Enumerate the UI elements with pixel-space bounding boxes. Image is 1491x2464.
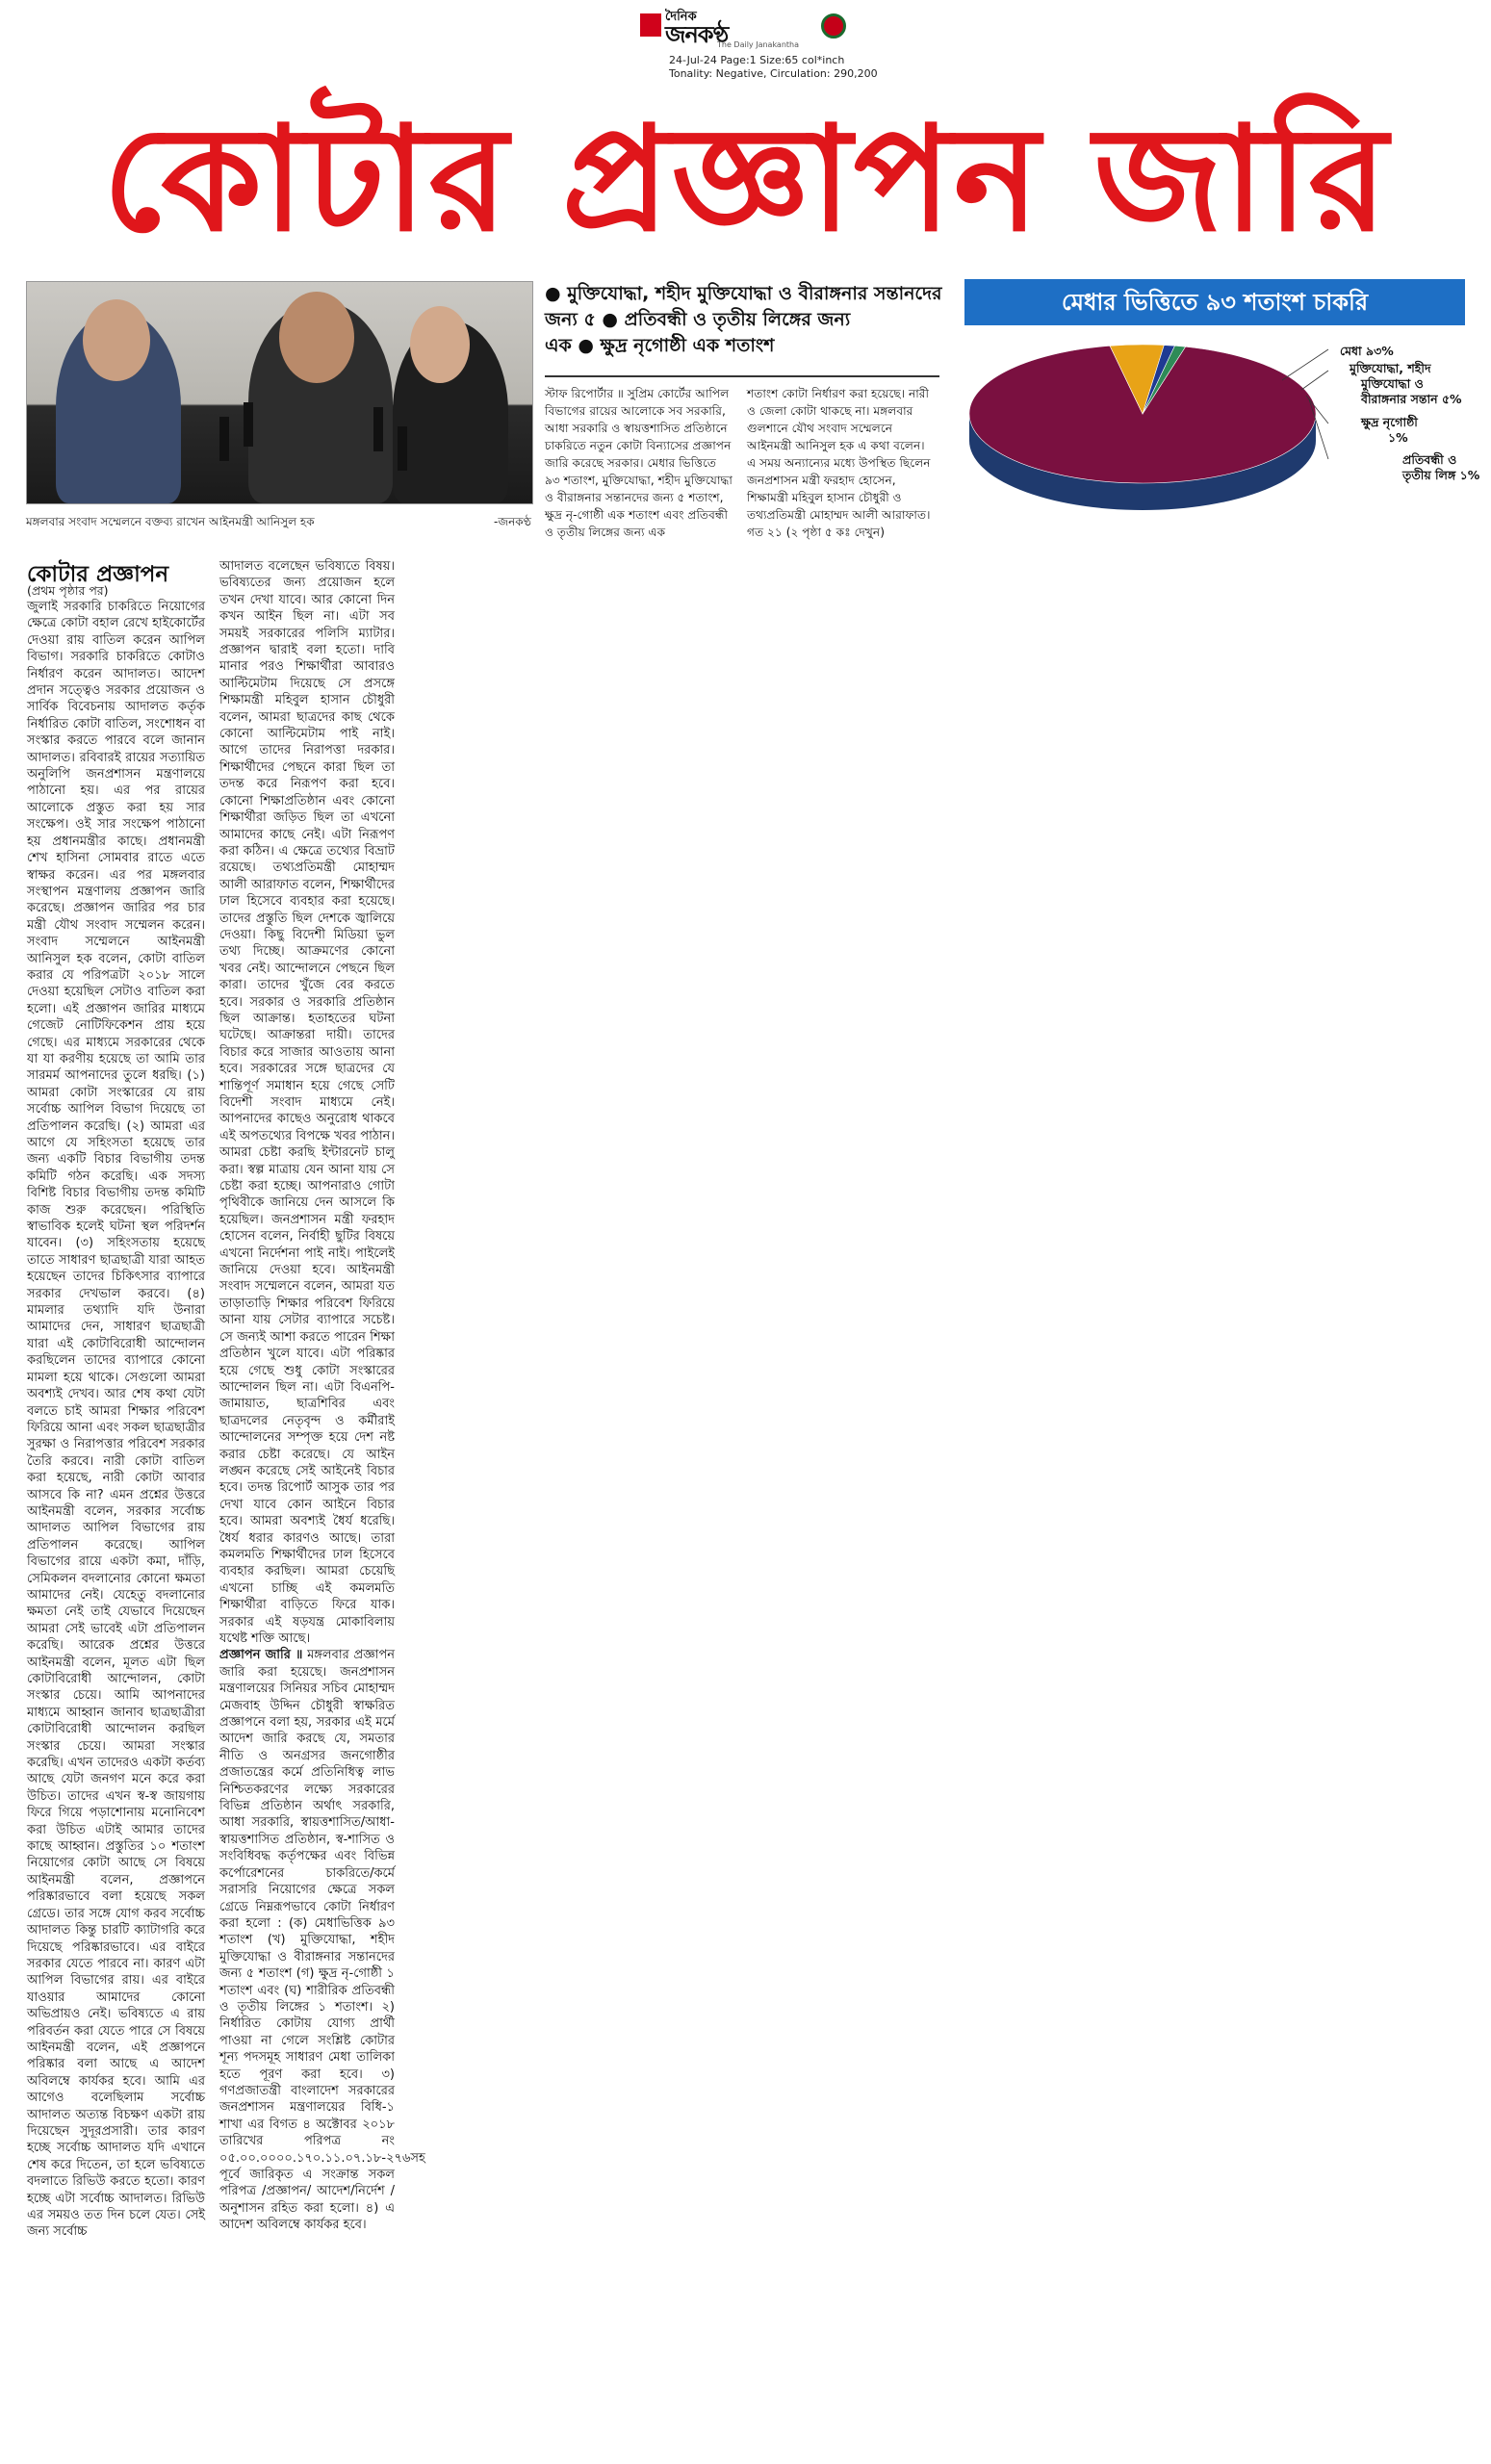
lead-story	[545, 375, 939, 546]
section-text: মঙ্গলবার প্রজ্ঞাপন জারি করা হয়েছে। জনপ্রশাসন মন্ত্রণালয়ের সিনিয়র সচিব মোহাম্মদ মেজবাহ উদ্দিন চৌধুরী স্বাক্ষরিত প্রজ্ঞাপনে বলা হয়, সরকার এই মর্মে আদেশ জারি করছে যে, সমতার নীতি ও অনগ্রসর জনগোষ্ঠীর প্রজাতন্ত্রের কর্মে প্রতিনিধিত্ব লাভ নিশ্চিতকরণের লক্ষ্যে সরকারের বিভিন্ন প্রতিষ্ঠান অর্থাৎ সরকারি, আধা সরকারি, স্বায়ত্তশাসিত/আধা-স্বায়ত্তশাসিত প্রতিষ্ঠান, স্ব-শাসিত ও সংবিধিবদ্ধ কর্তৃপক্ষের এবং বিভিন্ন কর্পোরেশনের চাকরিতে/কর্মে সরাসরি নিয়োগের ক্ষেত্রে সকল গ্রেডে নিম্নরূপভাবে কোটা নির্ধারণ করা হলো : (ক) মেধাভিত্তিক ৯৩ শতাংশ (খ) মুক্তিযোদ্ধা, শহীদ মুক্তিযোদ্ধা ও বীরাঙ্গনার সন্তানদের জন্য ৫ শতাংশ (গ) ক্ষুদ্র নৃ-গোষ্ঠী ১ শতাংশ এবং (ঘ) শারীরিক প্রতিবন্ধী ও তৃতীয় লিঙ্গের ১ শতাংশ। ২) নির্ধারিত কোটায় যোগ্য প্রার্থী পাওয়া না গেলে সংশ্লিষ্ট কোটার শূন্য পদসমূহ সাধারণ মেধা তালিকা হতে পূরণ করা হবে। ৩) গণপ্রজাতন্ত্রী বাংলাদেশ সরকারের জনপ্রশাসন মন্ত্রণালয়ের বিধি-১ শাখা এর বিগত ৪ অক্টোবর ২০১৮ তারিখের পরিপত্র নং ০৫.০০.০০০০.১৭০.১১.০৭.১৮-২৭৬সহ পূর্বে জারিকৃত এ সংক্রান্ত সকল পরিপত্র /প্রজ্ঞাপন/ আদেশ/নির্দেশ /অনুশাসন রহিত করা হলো। ৪) এ আদেশ অবিলম্বে কার্যকর হবে।	[219, 1648, 425, 2233]
photo-credit: -জনকণ্ঠ	[494, 515, 531, 528]
logo-sun-icon	[821, 13, 846, 38]
subheadlines	[545, 281, 942, 359]
chart-title-banner: মেধার ভিত্তিতে ৯৩ শতাংশ চাকরি	[964, 279, 1465, 325]
subheadline: এক ● ক্ষুদ্র নৃগোষ্ঠী এক শতাংশ	[545, 335, 775, 356]
person-left-head	[83, 299, 150, 381]
pie-label-freedom-fighter-3: বীরাঙ্গনার সন্তান ৫%	[1361, 392, 1462, 406]
clip-info-line1: 24-Jul-24 Page:1 Size:65 col*inch	[669, 54, 845, 66]
microphone-icon	[244, 402, 253, 447]
article-column-2-section	[219, 1647, 425, 2233]
pie-leader-line	[1301, 371, 1328, 390]
subheadline: জন্য ৫ ● প্রতিবন্ধী ও তৃতীয় লিঙ্গের জন্য	[545, 309, 851, 330]
section-lead: প্রজ্ঞাপন জারি ॥	[219, 1648, 303, 1663]
article-column-1-text: জুলাই সরকারি চাকরিতে নিয়োগের ক্ষেত্রে কোটা বহাল রেখে হাইকোর্টের দেওয়া রায় বাতিল করেন আপিল বিভাগ। সরকারি চাকরিতে কোটাও নির্ধারণ করেন আদালত। আদেশ প্রদান সত্ত্বেও সরকার প্রয়োজন ও সার্বিক বিবেচনায় আদালত কর্তৃক নির্ধারিত কোটা বাতিল, সংশোধন বা সংস্কার করতে পারবে বলে জানান আদালত। রবিবারই রায়ের সত্যায়িত অনুলিপি জনপ্রশাসন মন্ত্রণালয়ে পাঠানো হয়। এর পর রায়ের আলোকে প্রস্তুত করা হয় সার সংক্ষেপ। ওই সার সংক্ষেপ পাঠানো হয় প্রধানমন্ত্রীর কাছে। প্রধানমন্ত্রী শেখ হাসিনা সোমবার রাতে এতে স্বাক্ষর করেন। এর পর মঙ্গলবার সংস্থাপন মন্ত্রণালয় প্রজ্ঞাপন জারি করেছে। প্রজ্ঞাপন জারির পর চার মন্ত্রী যৌথ সংবাদ সম্মেলন করেন। সংবাদ সম্মেলনে আইনমন্ত্রী আনিসুল হক বলেন, কোটা বাতিল করার যে পরিপত্রটা ২০১৮ সালে দেওয়া হয়েছিল সেটাও বাতিল করা হলো। এই প্রজ্ঞাপন জারির মাধ্যমে গেজেট নোটিফিকেশন প্রায় হয়ে গেছে। এর মাধ্যমে সরকারের থেকে যা যা করণীয় হয়েছে তা আমি তার সারমর্ম আপনাদের তুলে ধরছি। (১) আমরা কোটা সংস্কারের যে রায় সর্বোচ্চ আপিল বিভাগ দিয়েছে তা প্রতিপালন করেছি। (২) আমরা এর আগে যে সহিংসতা হয়েছে তার জন্য একটি বিচার বিভাগীয় তদন্ত কমিটি গঠন করেছি। এক সদস্য বিশিষ্ট বিচার বিভাগীয় তদন্ত কমিটি কাজ শুরু করেছেন। পরিস্থিতি স্বাভাবিক হলেই ঘটনা স্থল পরিদর্শন যাবেন। (৩) সহিংসতায় হয়েছে তাতে সাধারণ ছাত্রছাত্রী যারা আহত হয়েছেন তাদের চিকিৎসার ব্যাপারে সরকার দেখভাল করবে। (৪) মামলার তথ্যাদি যদি উনারা আমাদের দেন, সাধারণ ছাত্রছাত্রী যারা এই কোটাবিরোধী আন্দোলন করছিলেন তাদের ব্যাপারে কোনো মামলা হয়ে থাকে। সেগুলো আমরা অবশ্যই দেখব। আর শেষ কথা যেটা বলতে চাই আমরা শিক্ষার পরিবেশ ফিরিয়ে আনা এবং সকল ছাত্রছাত্রীর সুরক্ষা ও নিরাপত্তার পরিবেশ সরকার তৈরি করবে। নারী কোটা বাতিল করা হয়েছে, নারী কোটা আবার আসবে কি না? এমন প্রশ্নের উত্তরে আইনমন্ত্রী বলেন, সরকার সর্বোচ্চ আদালত আপিল বিভাগের রায় প্রতিপালন করেছে। আপিল বিভাগের রায়ে একটা কমা, দাঁড়ি, সেমিকলন বদলানোর কোনো ক্ষমতা আমাদের নেই। যেহেতু বদলানোর ক্ষমতা নেই তাই যেভাবে দিয়েছেন আমরা সেই ভাবেই এটা প্রতিপালন করেছি। আরেক প্রশ্নের উত্তরে আইনমন্ত্রী বলেন, মূলত এটা ছিল কোটাবিরোধী আন্দোলন, কোটা সংস্কার চেয়ে। আমি আপনাদের মাধ্যমে আহ্বান জানাব ছাত্রছাত্রীরা কোটাবিরোধী আন্দোলন করছিল সংস্কার চেয়ে। আমরা সংস্কার করেছি। এখন তাদেরও একটা কর্তব্য আছে যেটা জনগণ মনে করে করা উচিত। তাদের এখন স্ব-স্ব জায়গায় ফিরে গিয়ে পড়াশোনায় মনোনিবেশ করা উচিত এটাই আমার তাদের কাছে আহ্বান। প্রস্তুতির ১০ শতাংশ নিয়োগের কোটা আছে সে বিষয়ে আইনমন্ত্রী বলেন, প্রজ্ঞাপনে পরিষ্কারভাবে বলা হয়েছে সকল গ্রেডে। তার সঙ্গে যোগ করব সর্বোচ্চ আদালত কিন্তু চারটি ক্যাটাগরি করে দিয়েছে পরিষ্কারভাবে। এর বাইরে সরকার যেতে পারবে না। কারণ এটা আপিল বিভাগের রায়। এর বাইরে যাওয়ার আমাদের কোনো অভিপ্রায়ও নেই। ভবিষ্যতে এ রায় পরিবর্তন করা যেতে পারে সে বিষয়ে আইনমন্ত্রী বলেন, এই প্রজ্ঞাপনে পরিষ্কার বলা আছে এ আদেশ অবিলম্বে কার্যকর হবে। আমি এর আগেও বলেছিলাম সর্বোচ্চ আদালত অত্যন্ত বিচক্ষণ একটা রায় দিয়েছেন সুদূরপ্রসারী। তার কারণ হচ্ছে সর্বোচ্চ আদালত যদি এখানে শেষ করে দিতেন, তা হলে ভবিষ্যতে বদলাতে রিভিউ করতে হতো। কারণ হচ্ছে এটা সর্বোচ্চ আদালত। রিভিউ এর সময়ও তত দিন চলে যেত। সেই জন্য সর্বোচ্চ	[27, 600, 205, 2240]
clip-info-line2: Tonality: Negative, Circulation: 290,200	[669, 67, 878, 80]
logo-name: জনকণ্ঠ	[665, 21, 729, 48]
logo-subtitle: The Daily Janakantha	[717, 40, 800, 49]
article-heading: কোটার প্রজ্ঞাপন	[27, 562, 169, 587]
pie-label-disabled-2: তৃতীয় লিঙ্গ ১%	[1402, 468, 1480, 482]
person-center-head	[279, 292, 354, 383]
clip-info	[669, 54, 878, 81]
photo-caption	[26, 514, 531, 533]
pie-label-freedom-fighter-1: মুক্তিযোদ্ধা, শহীদ	[1350, 361, 1431, 375]
article-column-2-intro: আদালত বলেছেন ভবিষ্যতে বিষয়। ভবিষ্যতের জন্য প্রয়োজন হলে তখন দেখা যাবে। আর কোনো দিন কখন আইন ছিল না। এটা সব সময়ই সরকারের পলিসি ম্যাটার। প্রজ্ঞাপন দ্বারাই বলা হতো। দাবি মানার পরও শিক্ষার্থীরা আবারও আল্টিমেটাম দিয়েছে সে প্রসঙ্গে শিক্ষামন্ত্রী মহিবুল হাসান চৌধুরী বলেন, আমরা ছাত্রদের কাছ থেকে কোনো আল্টিমেটাম পাই নাই। আগে তাদের নিরাপত্তা দরকার। শিক্ষার্থীদের পেছনে কারা ছিল তা তদন্ত করে নিরূপণ করা হবে। কোনো শিক্ষাপ্রতিষ্ঠান এবং কোনো শিক্ষার্থীরা জড়িত ছিল তা এখনো আমাদের কাছে নেই। এটা নিরূপণ করা কঠিন। এ ক্ষেত্রে তথ্যের বিভ্রাট রয়েছে। তথ্যপ্রতিমন্ত্রী মোহাম্মদ আলী আরাফাত বলেন, শিক্ষার্থীদের ঢাল হিসেবে ব্যবহার করা হয়েছে। তাদের প্রস্তুতি ছিল দেশকে জ্বালিয়ে দেওয়া। কিছু বিদেশী মিডিয়া ভুল তথ্য দিচ্ছে। আক্রমণের কোনো খবর নেই। আন্দোলনে পেছনে ছিল কারা। তাদের খুঁজে বের করতে হবে। সরকার ও সরকারি প্রতিষ্ঠান ছিল আক্রান্ত। হতাহতের ঘটনা ঘটেছে। আক্রান্তরা দায়ী। তাদের বিচার করে সাজার আওতায় আনা হবে। সরকারের সঙ্গে ছাত্রদের যে শান্তিপূর্ণ সমাধান হয়ে গেছে সেটি বিদেশী সংবাদ মাধ্যমে নেই। আপনাদের কাছেও অনুরোধ থাকবে এই অপতথ্যের বিপক্ষে খবর পাঠান। আমরা চেষ্টা করছি ইন্টারনেট চালু করা। স্বল্প মাত্রায় যেন আনা যায় সে চেষ্টা করা হচ্ছে। আপনারাও গোটা পৃথিবীকে জানিয়ে দেন আসলে কি হয়েছিল। জনপ্রশাসন মন্ত্রী ফরহাদ হোসেন বলেন, নির্বাহী ছুটির বিষয়ে এখনো নির্দেশনা পাই নাই। পাইলেই জানিয়ে দেওয়া হবে। আইনমন্ত্রী সংবাদ সম্মেলনে বলেন, আমরা যত তাড়াতাড়ি শিক্ষার পরিবেশ ফিরিয়ে আনা যায় সেটার ব্যাপারে সচেষ্ট। সে জন্যই আশা করতে পারেন শিক্ষা প্রতিষ্ঠান খুলে যাবে। এটা পরিষ্কার হয়ে গেছে শুধু কোটা সংস্কারের আন্দোলন ছিল না। এটা বিএনপি-জামায়াত, ছাত্রশিবির এবং ছাত্রদলের নেতৃবৃন্দ ও কর্মীরাই আন্দোলনের সম্পৃক্ত হয়ে দেশ নষ্ট করার চেষ্টা করেছে। যে আইন লঙ্ঘন করেছে সেই আইনেই বিচার হবে। তদন্ত রিপোর্ট আসুক তার পর দেখা যাবে কোন আইনে বিচার হবে। আমরা অবশ্যই ধৈর্য ধরেছি। ধৈর্য ধরার কারণও আছে। তারা কমলমতি শিক্ষার্থীদের ঢাল হিসেবে ব্যবহার করছিল। আমরা চেয়েছি এখনো চাচ্ছি এই কমলমতি শিক্ষার্থীরা বাড়িতে ফিরে যাক। সরকার এই ষড়যন্ত্র মোকাবিলায় যথেষ্ট শক্তি আছে।	[219, 559, 395, 1646]
main-headline: কোটার প্রজ্ঞাপন জারি	[102, 96, 1390, 264]
pie-label-merit: মেধা ৯৩%	[1340, 344, 1394, 358]
microphone-icon	[398, 426, 407, 471]
press-conference-photo	[26, 281, 533, 504]
article-column-2	[219, 558, 425, 2454]
pie-label-ethnic-1: ক্ষুদ্র নৃগোষ্ঠী	[1361, 415, 1418, 429]
pie-chart-svg	[964, 332, 1330, 525]
pie-label-disabled-1: প্রতিবন্ধী ও	[1402, 452, 1457, 467]
newspaper-logo	[640, 8, 842, 49]
microphone-icon	[373, 407, 383, 451]
subheadline: ● মুক্তিযোদ্ধা, শহীদ মুক্তিযোদ্ধা ও বীরাঙ্গনার সন্তানদের	[545, 283, 942, 304]
photo-caption-text: মঙ্গলবার সংবাদ সম্মেলনে বক্তব্য রাখেন আইনমন্ত্রী আনিসুল হক	[26, 515, 315, 528]
quota-pie-chart	[964, 332, 1480, 525]
logo-small-text: দৈনিক	[665, 10, 697, 24]
person-right-head	[410, 306, 470, 383]
pie-label-ethnic-2: ১%	[1388, 430, 1408, 445]
masthead	[640, 4, 857, 52]
lead-column-2: শতাংশ কোটা নির্ধারণ করা হয়েছে। নারী ও জেলা কোটা থাকছে না। মঙ্গলবার গুলশানে যৌথ সংবাদ সম্মেলনে আইনমন্ত্রী আনিসুল হক এ কথা বলেন। এ সময় অন্যান্যের মধ্যে উপস্থিত ছিলেন জনপ্রশাসন মন্ত্রী ফরহাদ হোসেন, শিক্ষামন্ত্রী মহিবুল হাসান চৌধুরী ও তথ্যপ্রতিমন্ত্রী মোহাম্মদ আলী আরাফাত। গত ২১ (২ পৃষ্ঠা ৫ কঃ দেখুন)	[747, 387, 931, 539]
article-continued-note: (প্রথম পৃষ্ঠার পর)	[27, 583, 109, 598]
article-column-1	[27, 599, 205, 2456]
logo-red-mark-icon	[640, 13, 661, 37]
microphone-icon	[219, 417, 229, 461]
lead-column-1: স্টাফ রিপোর্টার ॥ সুপ্রিম কোর্টের আপিল বিভাগের রায়ের আলোকে সব সরকারি, আধা সরকারি ও স্বায়ত্তশাসিত প্রতিষ্ঠানে চাকরিতে নতুন কোটা বিন্যাসের প্রজ্ঞাপন জারি করেছে সরকার। মেধার ভিত্তিতে ৯৩ শতাংশ, মুক্তিযোদ্ধা, শহীদ মুক্তিযোদ্ধা ও বীরাঙ্গনার সন্তানদের জন্য ৫ শতাংশ, ক্ষুদ্র নৃ-গোষ্ঠী এক শতাংশ এবং প্রতিবন্ধী ও তৃতীয় লিঙ্গের জন্য এক	[545, 387, 733, 539]
pie-label-freedom-fighter-2: মুক্তিযোদ্ধা ও	[1361, 376, 1424, 391]
